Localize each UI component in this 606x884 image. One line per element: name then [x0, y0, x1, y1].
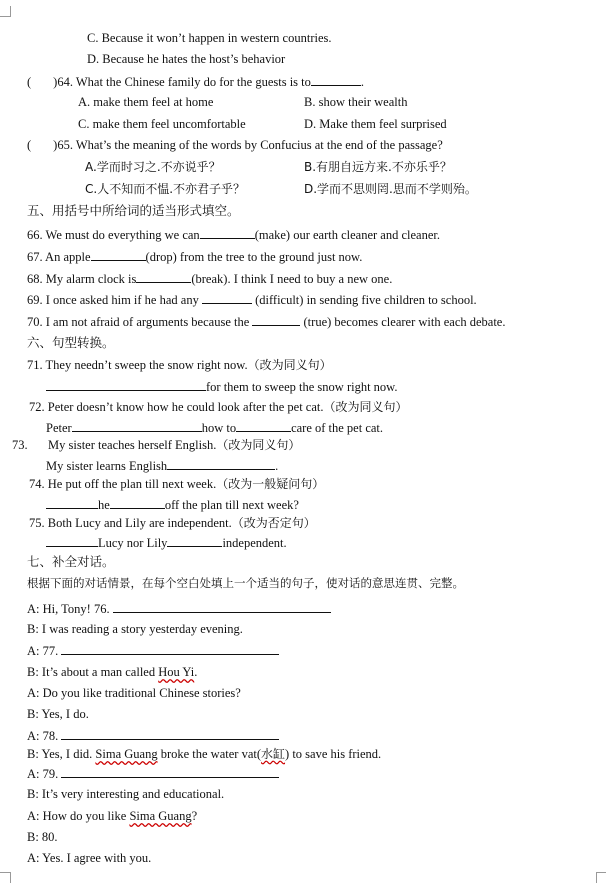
question-70: 70. I am not afraid of arguments because the (true) becomes clearer with each debate.	[27, 315, 506, 329]
page-corner-mark	[0, 6, 11, 17]
section-7-instructions: 根据下面的对话情景，在每个空白处填上一个适当的句子，使对话的意思连贯、完整。	[27, 576, 464, 590]
answer-blank[interactable]	[61, 642, 279, 655]
section-5-title: 五、用括号中所给词的适当形式填空。	[27, 203, 240, 218]
answer-blank[interactable]	[167, 457, 275, 470]
answer-blank[interactable]	[200, 226, 255, 239]
option-65-b: B.有朋自远方来.不亦乐乎？	[304, 160, 452, 174]
option-63-d: D. Because he hates the host’s behavior	[87, 52, 286, 66]
option-64-a: A. make them feel at home	[78, 95, 214, 109]
answer-blank[interactable]	[202, 291, 252, 304]
answer-blank[interactable]	[311, 73, 361, 86]
section-7-title: 七、补全对话。	[27, 554, 115, 569]
question-69: 69. I once asked him if he had any (difficult) in sending five children to school.	[27, 293, 477, 307]
question-72: 72. Peter doesn’t know how he could look after the pet cat.（改为同义句）	[29, 400, 408, 414]
dialogue-line: B: It’s very interesting and educational.	[27, 787, 225, 801]
option-64-c: C. make them feel uncomfortable	[78, 117, 246, 131]
option-64-d: D. Make them feel surprised	[304, 117, 447, 131]
question-73-number: 73.	[12, 438, 28, 452]
answer-blank[interactable]	[46, 378, 206, 391]
answer-blank[interactable]	[252, 313, 300, 326]
question-71-answer: for them to sweep the snow right now.	[46, 378, 398, 395]
answer-blank[interactable]	[72, 419, 202, 432]
question-71: 71. They needn’t sweep the snow right now.（改为同义句）	[27, 358, 332, 372]
answer-blank[interactable]	[46, 534, 98, 547]
answer-blank[interactable]	[167, 534, 222, 547]
dialogue-line-76: A: Hi, Tony! 76.	[27, 600, 331, 617]
option-63-c: C. Because it won’t happen in western countries.	[87, 31, 332, 45]
option-65-d: D.学而不思则罔.思而不学则殆。	[304, 182, 477, 196]
question-73-answer: My sister learns English .	[46, 459, 279, 473]
page-corner-mark	[596, 872, 606, 883]
answer-blank[interactable]	[136, 270, 191, 283]
question-67: 67. An apple (drop) from the tree to the ground just now.	[27, 250, 363, 264]
dialogue-line-79: A: 79.	[27, 765, 279, 782]
dialogue-line-78: A: 78.	[27, 727, 279, 744]
question-68: 68. My alarm clock is (break). I think I need to buy a new one.	[27, 272, 393, 286]
answer-blank[interactable]	[46, 496, 98, 509]
dialogue-line: A: Do you like traditional Chinese stories?	[27, 686, 241, 700]
dialogue-line: B: Yes, I do.	[27, 707, 89, 721]
question-65: ( )65. What’s the meaning of the words by Confucius at the end of the passage?	[27, 138, 443, 152]
answer-paren-blank[interactable]	[31, 74, 53, 86]
question-74-answer: he off the plan till next week?	[46, 496, 299, 513]
question-64: ( )64. What the Chinese family do for the guests is to .	[27, 75, 365, 89]
question-75-answer: Lucy nor Lily independent.	[46, 534, 287, 551]
answer-blank[interactable]	[61, 727, 279, 740]
answer-paren-blank[interactable]	[31, 137, 53, 149]
question-74: 74. He put off the plan till next week.（改为一般疑问句）	[29, 477, 325, 491]
answer-blank[interactable]	[113, 600, 331, 613]
page-corner-mark	[0, 872, 11, 883]
answer-blank[interactable]	[61, 765, 279, 778]
section-6-title: 六、句型转换。	[27, 335, 115, 350]
dialogue-line: A: Yes. I agree with you.	[27, 851, 152, 865]
option-64-b: B. show their wealth	[304, 95, 408, 109]
dialogue-line-77: A: 77.	[27, 642, 279, 659]
answer-blank[interactable]	[91, 248, 146, 261]
answer-blank[interactable]	[110, 496, 165, 509]
question-73: My sister teaches herself English.（改为同义句）	[48, 438, 301, 452]
dialogue-line: B: I was reading a story yesterday evening.	[27, 622, 243, 636]
dialogue-line: A: How do you like Sima Guang?	[27, 809, 198, 823]
dialogue-line-80: B: 80.	[27, 830, 58, 844]
answer-blank[interactable]	[236, 419, 291, 432]
option-65-a: A.学而时习之.不亦说乎？	[85, 160, 221, 174]
dialogue-line: B: It’s about a man called Hou Yi.	[27, 665, 198, 679]
dialogue-line: B: Yes, I did. Sima Guang broke the water vat(水缸) to save his friend.	[27, 747, 382, 761]
question-72-answer: Peter how to care of the pet cat.	[46, 421, 384, 435]
option-65-c: C.人不知而不愠.不亦君子乎？	[85, 182, 246, 196]
question-66: 66. We must do everything we can (make) our earth cleaner and cleaner.	[27, 228, 440, 242]
question-75: 75. Both Lucy and Lily are independent.（改为否定句）	[29, 516, 316, 530]
